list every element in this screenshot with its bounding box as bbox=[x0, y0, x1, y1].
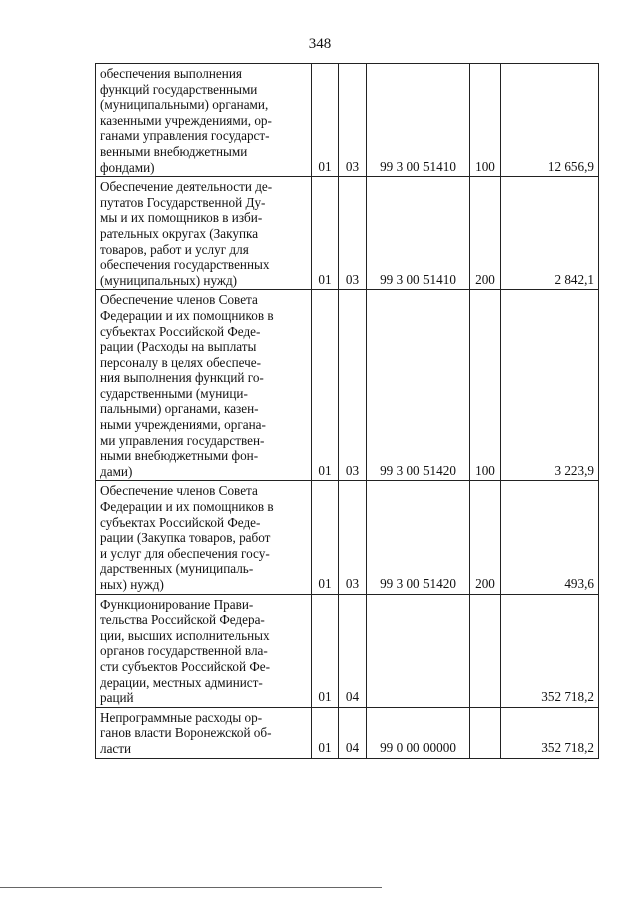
subsection-code: 03 bbox=[339, 177, 367, 290]
description-line: Функционирование Прави- bbox=[100, 596, 254, 612]
description-line: раций bbox=[100, 690, 134, 706]
description-line: венными внебюджетными bbox=[100, 143, 248, 159]
table-body bbox=[96, 64, 599, 759]
target-article-code: 99 3 00 51410 bbox=[367, 177, 470, 290]
description-line: ганами управления государст- bbox=[100, 128, 270, 144]
section-code: 01 bbox=[312, 707, 339, 758]
description-line: и услуг для обеспечения госу- bbox=[100, 545, 270, 561]
description-line: фондами) bbox=[100, 159, 155, 175]
description-line: ными учреждениями, органа- bbox=[100, 417, 266, 433]
amount: 352 718,2 bbox=[501, 707, 599, 758]
description-line: обеспечения государственных bbox=[100, 257, 270, 273]
description-line: ными внебюджетными фон- bbox=[100, 448, 259, 464]
table-row bbox=[96, 481, 599, 594]
description-line: органов государственной вла- bbox=[100, 643, 268, 659]
expense-type-code: 100 bbox=[470, 64, 501, 177]
subsection-code: 03 bbox=[339, 481, 367, 594]
table-row bbox=[96, 290, 599, 481]
description-line: (муниципальных) нужд) bbox=[100, 272, 238, 288]
subsection-code: 03 bbox=[339, 64, 367, 177]
description-line: Федерации и их помощников в bbox=[100, 499, 274, 515]
description-line: ния выполнения функций го- bbox=[100, 370, 264, 386]
description-line: Обеспечение членов Совета bbox=[100, 292, 258, 308]
amount: 3 223,9 bbox=[501, 290, 599, 481]
amount: 2 842,1 bbox=[501, 177, 599, 290]
expense-type-code bbox=[470, 594, 501, 707]
description-line: казенными учреждениями, ор- bbox=[100, 112, 272, 128]
amount: 493,6 bbox=[501, 481, 599, 594]
row-description bbox=[96, 64, 312, 177]
amount: 352 718,2 bbox=[501, 594, 599, 707]
description-line: Обеспечение членов Совета bbox=[100, 483, 258, 499]
description-line: товаров, работ и услуг для bbox=[100, 241, 249, 257]
section-code: 01 bbox=[312, 290, 339, 481]
description-line: Федерации и их помощников в bbox=[100, 307, 274, 323]
description-line: пальными) органами, казен- bbox=[100, 401, 259, 417]
description-line: ласти bbox=[100, 740, 132, 756]
description-line: ции, высших исполнительных bbox=[100, 627, 270, 643]
subsection-code: 04 bbox=[339, 707, 367, 758]
budget-table bbox=[95, 63, 599, 759]
description-line: рации (Расходы на выплаты bbox=[100, 339, 257, 355]
description-line: ных) нужд) bbox=[100, 577, 164, 592]
target-article-code: 99 3 00 51420 bbox=[367, 290, 470, 481]
description-line: мы и их помощников в изби- bbox=[100, 210, 263, 226]
target-article-code: 99 0 00 00000 bbox=[367, 707, 470, 758]
description-line: обеспечения выполнения bbox=[100, 66, 242, 81]
row-description bbox=[96, 707, 312, 758]
description-line: сударственными (муници- bbox=[100, 385, 248, 401]
table-row bbox=[96, 594, 599, 707]
target-article-code: 99 3 00 51420 bbox=[367, 481, 470, 594]
row-description bbox=[96, 594, 312, 707]
target-article-code: 99 3 00 51410 bbox=[367, 64, 470, 177]
description-line: рательных округах (Закупка bbox=[100, 225, 259, 241]
table-row bbox=[96, 707, 599, 758]
description-line: тельства Российской Федера- bbox=[100, 612, 265, 628]
section-code: 01 bbox=[312, 481, 339, 594]
description-line: дарственных (муниципаль- bbox=[100, 561, 254, 577]
description-line: Обеспечение деятельности де- bbox=[100, 179, 273, 195]
amount: 12 656,9 bbox=[501, 64, 599, 177]
target-article-code bbox=[367, 594, 470, 707]
description-line: дерации, местных админист- bbox=[100, 674, 263, 690]
section-code: 01 bbox=[312, 64, 339, 177]
description-line: путатов Государственной Ду- bbox=[100, 194, 266, 210]
expense-type-code bbox=[470, 707, 501, 758]
description-line: Непрограммные расходы ор- bbox=[100, 709, 263, 725]
description-line: ганов власти Воронежской об- bbox=[100, 725, 272, 741]
footer-rule bbox=[0, 887, 382, 888]
expense-type-code: 200 bbox=[470, 177, 501, 290]
row-description bbox=[96, 290, 312, 481]
description-line: (муниципальными) органами, bbox=[100, 97, 269, 113]
description-line: субъектах Российской Феде- bbox=[100, 323, 261, 339]
expense-type-code: 200 bbox=[470, 481, 501, 594]
section-code: 01 bbox=[312, 594, 339, 707]
page-number: 348 bbox=[308, 36, 332, 52]
subsection-code: 04 bbox=[339, 594, 367, 707]
description-line: дами) bbox=[100, 463, 133, 479]
expense-type-code: 100 bbox=[470, 290, 501, 481]
section-code: 01 bbox=[312, 177, 339, 290]
description-line: функций государственными bbox=[100, 81, 258, 97]
table-row bbox=[96, 64, 599, 177]
row-description bbox=[96, 481, 312, 594]
row-description bbox=[96, 177, 312, 290]
description-line: субъектах Российской Феде- bbox=[100, 514, 261, 530]
description-line: ми управления государствен- bbox=[100, 432, 265, 448]
subsection-code: 03 bbox=[339, 290, 367, 481]
table-row bbox=[96, 177, 599, 290]
description-line: рации (Закупка товаров, работ bbox=[100, 530, 271, 546]
description-line: персоналу в целях обеспече- bbox=[100, 354, 262, 370]
description-line: сти субъектов Российской Фе- bbox=[100, 658, 271, 674]
